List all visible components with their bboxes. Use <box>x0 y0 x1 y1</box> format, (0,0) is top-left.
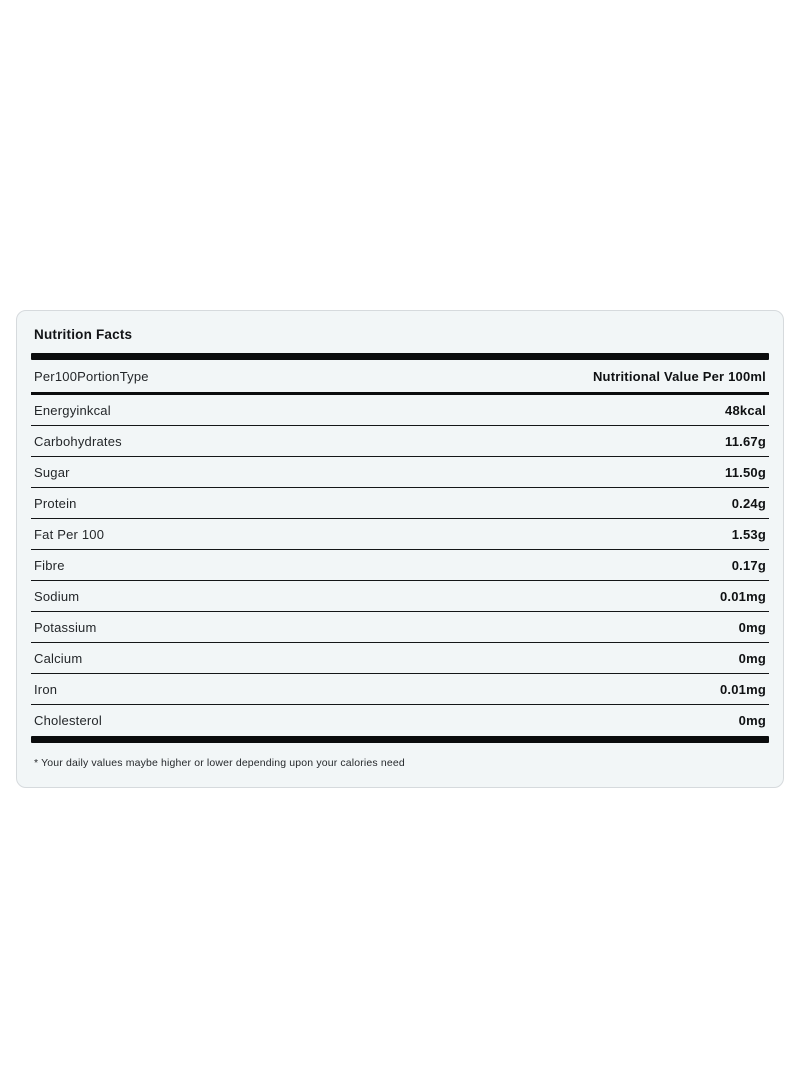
nutrient-label: Fat Per 100 <box>34 526 105 542</box>
table-row <box>31 550 769 581</box>
header-nutritional-value: Nutritional Value Per 100ml <box>592 369 766 384</box>
nutrition-table <box>31 395 769 736</box>
nutrient-label: Fibre <box>34 557 65 573</box>
header-portion-type: Per100PortionType <box>34 369 149 384</box>
nutrient-value: 0.17g <box>731 557 766 573</box>
table-row <box>31 581 769 612</box>
table-row <box>31 395 769 426</box>
table-row <box>31 457 769 488</box>
table-row <box>31 612 769 643</box>
footnote: * Your daily values maybe higher or lower depending upon your calories need <box>34 757 405 769</box>
table-row <box>31 674 769 705</box>
card-title: Nutrition Facts <box>34 327 133 342</box>
table-row <box>31 643 769 674</box>
nutrient-label: Protein <box>34 495 77 511</box>
nutrient-label: Carbohydrates <box>34 433 122 449</box>
nutrient-value: 11.67g <box>725 433 766 449</box>
nutrient-label: Potassium <box>34 619 97 635</box>
nutrient-value: 0mg <box>738 713 766 728</box>
nutrient-value: 0mg <box>738 619 766 635</box>
divider-thick-bottom <box>31 736 769 743</box>
nutrient-value: 0.24g <box>731 495 766 511</box>
divider-thick-top <box>31 353 769 360</box>
table-row <box>31 519 769 550</box>
nutrient-value: 48kcal <box>725 402 766 418</box>
nutrient-label: Sodium <box>34 588 80 604</box>
nutrition-facts-card <box>16 310 784 788</box>
nutrient-label: Iron <box>34 681 58 697</box>
nutrient-label: Sugar <box>34 464 70 480</box>
nutrient-value: 11.50g <box>725 464 766 480</box>
table-row <box>31 705 769 736</box>
nutrient-value: 0mg <box>738 650 766 666</box>
nutrient-value: 0.01mg <box>719 588 766 604</box>
nutrient-label: Energyinkcal <box>34 402 111 418</box>
nutrient-label: Calcium <box>34 650 83 666</box>
table-header <box>31 360 769 395</box>
nutrient-value: 0.01mg <box>719 681 766 697</box>
nutrient-label: Cholesterol <box>34 713 102 728</box>
table-row <box>31 426 769 457</box>
table-row <box>31 488 769 519</box>
nutrient-value: 1.53g <box>731 526 766 542</box>
